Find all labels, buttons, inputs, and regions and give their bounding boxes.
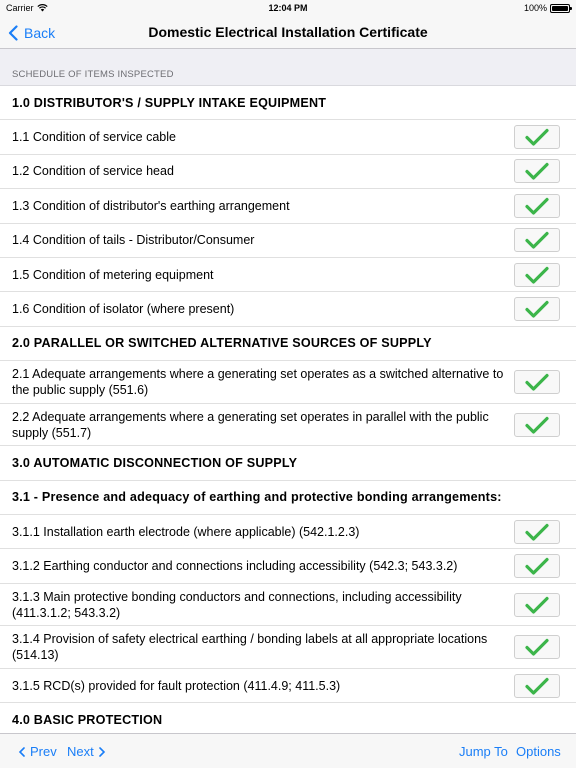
inspection-item-1-3[interactable] xyxy=(0,189,576,223)
checkmark-icon xyxy=(525,638,549,656)
inspection-item-2-2[interactable] xyxy=(0,404,576,447)
battery-indicator xyxy=(524,0,570,16)
checkmark-icon xyxy=(525,197,549,215)
item-label: 1.2 Condition of service head xyxy=(12,164,174,179)
inspection-item-1-6[interactable] xyxy=(0,292,576,326)
inspection-item-1-2[interactable] xyxy=(0,155,576,189)
checkmark-icon xyxy=(525,416,549,434)
checkmark-icon xyxy=(525,231,549,249)
inspection-item-3-1-1[interactable] xyxy=(0,515,576,549)
section-heading-3-0 xyxy=(0,446,576,480)
item-label: 2.2 Adequate arrangements where a generating set operates in parallel with the public supply (551.7) xyxy=(12,409,489,440)
checkmark-icon xyxy=(525,523,549,541)
schedule-list[interactable] xyxy=(0,49,576,733)
item-label: 3.1.1 Installation earth electrode (where applicable) (542.1.2.3) xyxy=(12,524,360,539)
next-button[interactable] xyxy=(67,744,106,759)
inspection-item-1-4[interactable] xyxy=(0,224,576,258)
inspection-item-3-1-3[interactable] xyxy=(0,584,576,627)
status-time: 12:04 PM xyxy=(268,3,308,13)
checkmark-icon xyxy=(525,128,549,146)
battery-icon xyxy=(550,4,570,13)
inspection-item-3-1-5[interactable] xyxy=(0,669,576,703)
checkmark-icon xyxy=(525,557,549,575)
checkmark-icon xyxy=(525,596,549,614)
item-label: 3.1.2 Earthing conductor and connections including accessibility (542.3; 543.3.2) xyxy=(12,559,458,574)
status-checkbox[interactable] xyxy=(514,297,560,321)
section-heading-2-0 xyxy=(0,327,576,361)
item-label: 1.3 Condition of distributor's earthing arrangement xyxy=(12,198,290,213)
chevron-left-icon xyxy=(18,747,26,757)
checkmark-icon xyxy=(525,677,549,695)
prev-button[interactable] xyxy=(18,744,57,759)
inspection-item-1-5[interactable] xyxy=(0,258,576,292)
status-checkbox[interactable] xyxy=(514,370,560,394)
item-label: 3.1.4 Provision of safety electrical earthing / bonding labels at all appropriate locations (514.13) xyxy=(12,632,488,663)
schedule-section-header: SCHEDULE OF ITEMS INSPECTED xyxy=(0,49,576,86)
options-label: Options xyxy=(516,744,561,759)
item-label: 1.1 Condition of service cable xyxy=(12,130,176,145)
options-button[interactable] xyxy=(516,744,561,759)
heading-label: 4.0 BASIC PROTECTION xyxy=(12,713,163,728)
heading-label: 2.0 PARALLEL OR SWITCHED ALTERNATIVE SOURCES OF SUPPLY xyxy=(12,336,432,351)
status-checkbox[interactable] xyxy=(514,554,560,578)
inspection-item-3-1-4[interactable] xyxy=(0,626,576,669)
item-label: 2.1 Adequate arrangements where a generating set operates as a switched alternative to the public supply (551.6) xyxy=(12,366,504,397)
battery-percent: 100% xyxy=(523,3,547,13)
inspection-item-1-1[interactable] xyxy=(0,120,576,154)
back-label: Back xyxy=(24,25,56,41)
item-label: 1.5 Condition of metering equipment xyxy=(12,267,214,282)
checkmark-icon xyxy=(525,300,549,318)
carrier-label: Carrier xyxy=(6,3,34,13)
item-label: 1.6 Condition of isolator (where present) xyxy=(12,302,235,317)
prev-label: Prev xyxy=(30,744,57,759)
status-checkbox[interactable] xyxy=(514,125,560,149)
page-title: Domestic Electrical Installation Certificate xyxy=(148,24,428,40)
subsection-heading-3-1 xyxy=(0,481,576,515)
item-label: 3.1.3 Main protective bonding conductors and connections, including accessibility (411.3.1.2; 543.3.2) xyxy=(12,589,462,620)
section-heading-1-0 xyxy=(0,86,576,120)
jump-to-button[interactable] xyxy=(459,744,508,759)
checkmark-icon xyxy=(525,373,549,391)
inspection-item-3-1-2[interactable] xyxy=(0,549,576,583)
status-checkbox[interactable] xyxy=(514,159,560,183)
status-checkbox[interactable] xyxy=(514,593,560,617)
heading-label: 1.0 DISTRIBUTOR'S / SUPPLY INTAKE EQUIPMENT xyxy=(12,95,327,110)
jump-to-label: Jump To xyxy=(459,744,508,759)
inspection-item-2-1[interactable] xyxy=(0,361,576,404)
status-checkbox[interactable] xyxy=(514,635,560,659)
checkmark-icon xyxy=(525,266,549,284)
status-checkbox[interactable] xyxy=(514,194,560,218)
status-checkbox[interactable] xyxy=(514,674,560,698)
status-checkbox[interactable] xyxy=(514,263,560,287)
status-checkbox[interactable] xyxy=(514,228,560,252)
next-label: Next xyxy=(67,744,94,759)
status-bar xyxy=(0,0,576,16)
bottom-toolbar xyxy=(0,733,576,768)
item-label: 3.1.5 RCD(s) provided for fault protection (411.4.9; 411.5.3) xyxy=(12,678,341,693)
navigation-bar xyxy=(0,16,576,49)
status-checkbox[interactable] xyxy=(514,520,560,544)
item-label: 1.4 Condition of tails - Distributor/Consumer xyxy=(12,233,255,248)
section-heading-4-0 xyxy=(0,703,576,733)
chevron-right-icon xyxy=(98,747,106,757)
checkmark-icon xyxy=(525,162,549,180)
heading-label: 3.1 - Presence and adequacy of earthing and protective bonding arrangements: xyxy=(12,490,502,505)
status-checkbox[interactable] xyxy=(514,413,560,437)
heading-label: 3.0 AUTOMATIC DISCONNECTION OF SUPPLY xyxy=(12,456,298,470)
